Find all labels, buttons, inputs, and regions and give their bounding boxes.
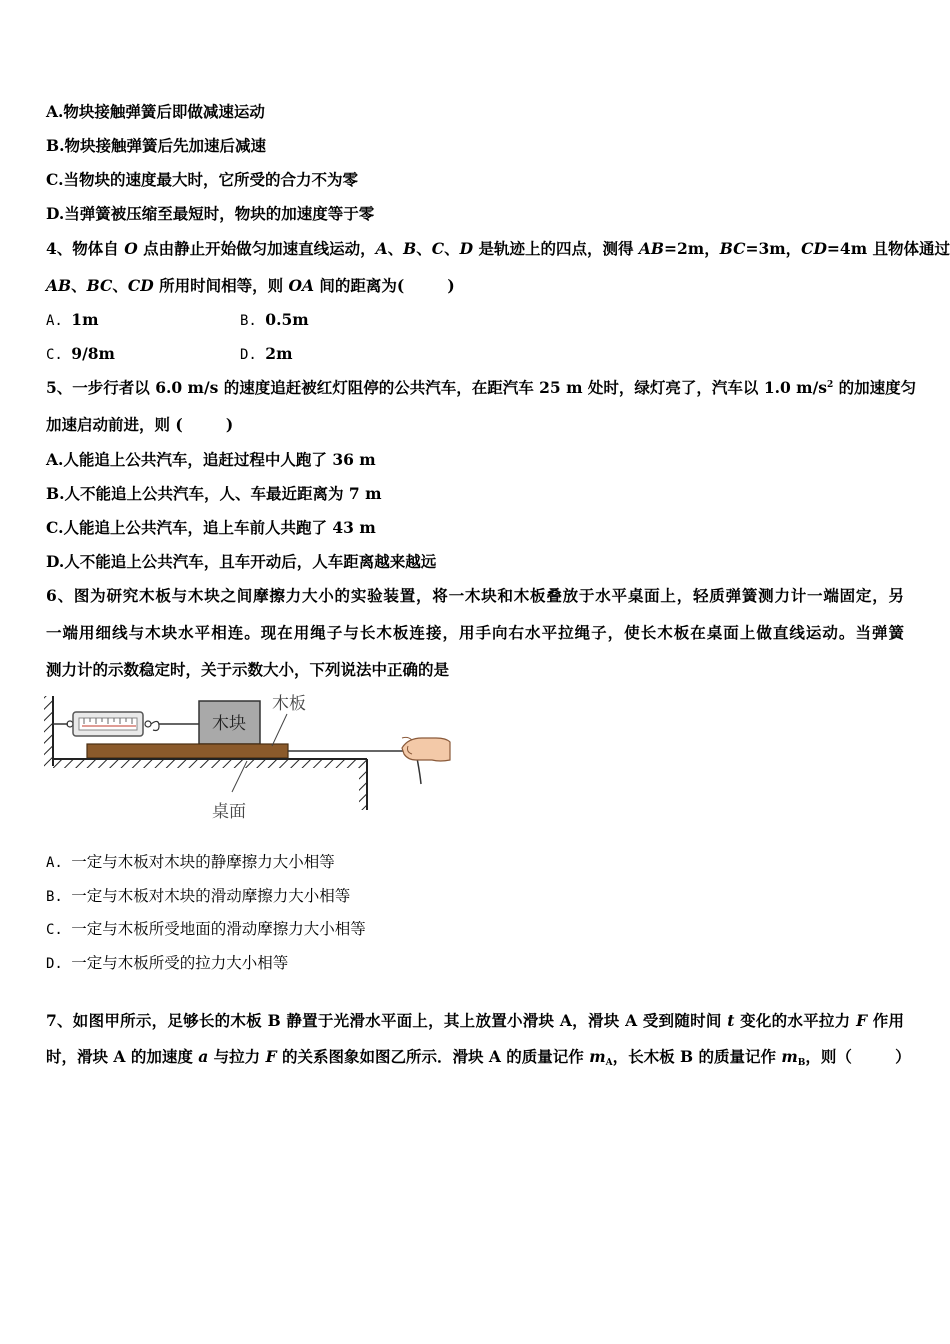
- table-label: 桌面: [212, 802, 246, 822]
- q5-stem-line1: 5、一步行者以 6.0 m/s 的速度追赶被红灯阻停的公共汽车，在距汽车 25 m 处时，绿灯亮了，汽车以 1.0 $m/s^2$ 的加速度匀: [46, 378, 917, 397]
- q6-stem-line1: 6、图为研究木板与木块之间摩擦力大小的实验装置，将一木块和木板叠放于水平桌面上，轻质弹簧测力计一端固定，另: [46, 586, 904, 605]
- q4-stem-line2: AB、BC、CD 所用时间相等，则 OA 间的距离为( ): [46, 276, 455, 295]
- q4-option-c: C. 9/8m: [46, 344, 115, 363]
- q6-option-c: C. 一定与木板所受地面的滑动摩擦力大小相等: [46, 920, 366, 938]
- q5-option-b: B.人不能追上公共汽车，人、车最近距离为 7 m: [46, 484, 382, 503]
- q5-option-d: D.人不能追上公共汽车，且车开动后，人车距离越来越远: [46, 552, 437, 571]
- q5-stem-line2: 加速启动前进，则 ( ): [46, 415, 234, 434]
- hand-icon: [402, 737, 450, 761]
- q6-option-b: B. 一定与木板对木块的滑动摩擦力大小相等: [46, 887, 351, 905]
- q5-option-c: C.人能追上公共汽车，追上车前人共跑了 43 m: [46, 518, 376, 537]
- block-label: 木块: [212, 714, 246, 734]
- wooden-board: [87, 744, 288, 758]
- q3-option-c: C.当物块的速度最大时，它所受的合力不为零: [46, 170, 358, 189]
- q6-stem-line2: 一端用细线与木块水平相连。现在用绳子与长木板连接，用手向右水平拉绳子，使长木板在桌面上做直线运动。当弹簧: [46, 623, 904, 642]
- q4-option-a: A. 1m: [46, 310, 99, 329]
- spring-scale: [53, 712, 159, 736]
- q6-option-d: D. 一定与木板所受的拉力大小相等: [46, 954, 289, 972]
- table-surface: [53, 759, 367, 810]
- q6-option-a: A. 一定与木板对木块的静摩擦力大小相等: [46, 853, 335, 871]
- q6-stem-line3: 测力计的示数稳定时，关于示数大小，下列说法中正确的是: [46, 660, 450, 679]
- friction-experiment-diagram: [42, 688, 462, 824]
- q3-option-b: B.物块接触弹簧后先加速后减速: [46, 136, 266, 155]
- board-label: 木板: [272, 694, 306, 714]
- board-label-leader: [272, 714, 287, 746]
- q5-option-a: A.人能追上公共汽车，追赶过程中人跑了 36 m: [46, 450, 376, 469]
- q3-option-d: D.当弹簧被压缩至最短时，物块的加速度等于零: [46, 204, 375, 223]
- q4-option-d: D. 2m: [240, 344, 293, 363]
- fixed-wall: [44, 696, 53, 768]
- q7-stem-line1: 7、如图甲所示，足够长的木板 B 静置于光滑水平面上，其上放置小滑块 A，滑块 A 受到随时间 t 变化的水平拉力 F 作用: [46, 1011, 904, 1030]
- q7-stem-line2: 时，滑块 A 的加速度 a 与拉力 F 的关系图象如图乙所示．滑块 A 的质量记作 $m_A$，长木板 B 的质量记作 $m_B$，则（ ）: [46, 1047, 911, 1068]
- q3-option-a: A.物块接触弹簧后即做减速运动: [46, 102, 265, 121]
- q4-stem-line1: 4、物体自 O 点由静止开始做匀加速直线运动，A、B、C、D 是轨迹上的四点，测得 AB=2m，BC=3m，CD=4m 且物体通过: [46, 239, 950, 258]
- q4-option-b: B. 0.5m: [240, 310, 309, 329]
